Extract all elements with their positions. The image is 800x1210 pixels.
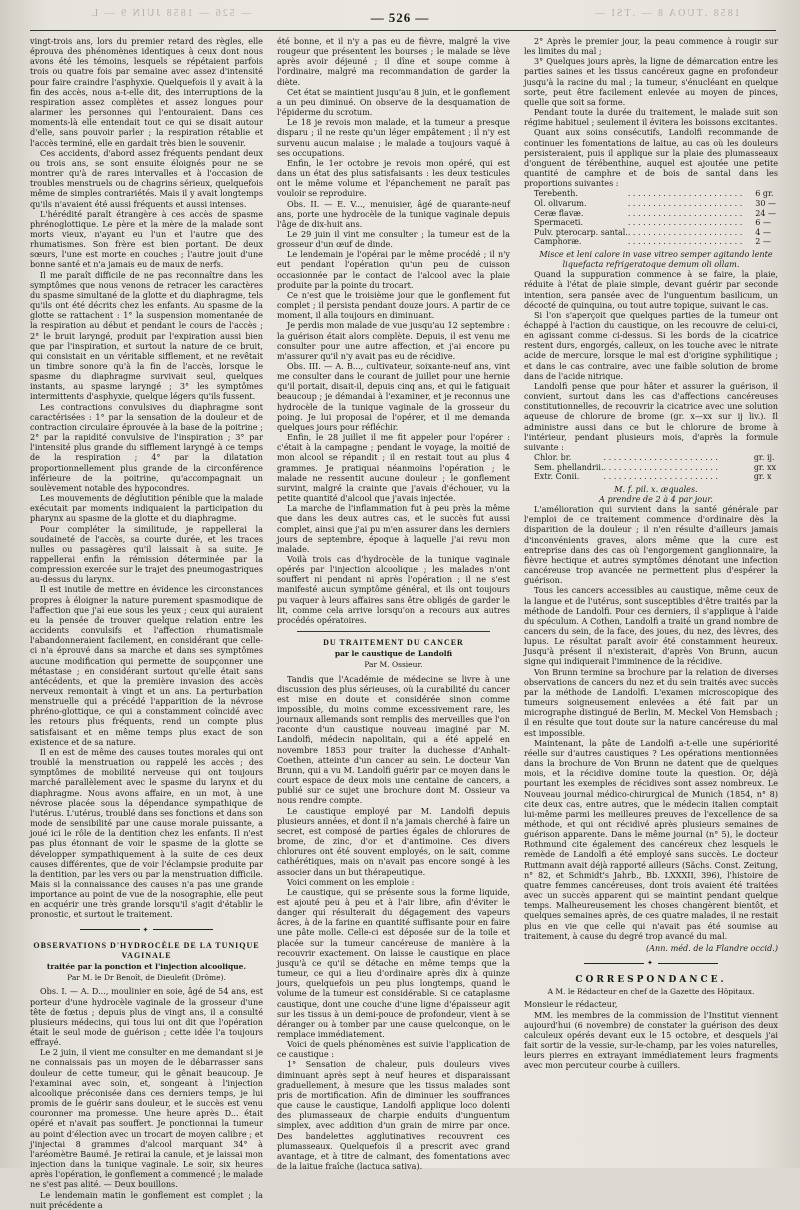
paragraph: Tandis que l'Académie de médecine se livre à une discussion des plus sérieuses, où la curabilité du cancer est mise en doute et considérée sinon comme impossible, du moins comme excessivement rare, les journaux allemands sont remplis des merveilles que l'on raconte d'un caustique nouveau imaginé par M. Landolfi, médecin napolitain, qui a été appelé en novembre 1853 pour traiter la duchesse d'Anhalt-Coethen, atteinte d'un cancer au sein. Le docteur Van Brunn, qui a vu M. Landolfi guérir par ce moyen dans le court espace de deux mois une centaine de cancers, a publié sur ce sujet une brochure dont M. Ossieur va nous rendre compte. — [276, 673, 510, 806]
leader-dots — [628, 209, 752, 219]
recipe-row — [534, 453, 788, 463]
paragraph: Enfin, le 28 juillet il me fit appeler pour l'opérer : c'était à la campagne ; pendant le voyage, la moitié de mon alcool se répandit ; il en restait tout au plus 4 grammes. Je pratiquai néanmoins l'opération ; le malade ne ressentit aucune douleur ; le gonflement survint, malgré la crainte que j'avais d'échouer, vu la petite quantité d'alcool que j'avais injectée. — [276, 432, 510, 504]
paragraph: Les mouvements de déglutition pénible que la malade exécutait par moments indiquaient la participation du pharynx au spasme de la glotte et du diaphragme. — [30, 493, 263, 524]
paragraph: Cet état se maintient jusqu'au 8 juin, et le gonflement a un peu diminué. On observe de la desquamation de l'épiderme du scrotum. — [276, 86, 510, 118]
recipe-row — [534, 237, 788, 247]
section-title: CORRESPONDANCE. — [575, 975, 727, 986]
paragraph: Ce n'est que le troisième jour que le gonflement fut complet ; il persista pendant douze jours. A partir de ce moment, il alla toujours en diminuant. — [276, 289, 510, 321]
leader-dots — [628, 237, 752, 247]
recipe-dose: A prendre de 2 à 4 par jour. — [599, 493, 713, 504]
paragraph: Si l'on s'aperçoit que quelques parties de la tumeur ont échappé à l'action du caustique, on les recouvre de celui-ci, en agissant comme ci-dessus. Si les bords de la cicatrice restent durs, engorgés, calleux, on les touche avec le nitrate acide de mercure, lorsque le mal est d'origine syphilitique ; et dans le cas contraire, avec une faible solution de brome dans de l'acide nitrique. — [523, 309, 778, 381]
recipe-quantity: 6 gr. — [755, 189, 774, 199]
paragraph: été bonne, et il n'y a pas eu de fièvre, malgré la vive rougeur que présentent les bourses ; le malade se lève après avoir déjeuné ; il dîne et soupe comme à l'ordinaire, malgré ma recommandation de garder la diète. — [276, 36, 510, 87]
recipe-table — [534, 189, 788, 247]
paragraph: Obs. III. — A. B..., cultivateur, soixante-neuf ans, vint me consulter dans le courant de juillet pour une hernie qu'il portait, disait-il, depuis cinq ans, et qui le fatiguait beaucoup ; je démandai à l'examiner, et je reconnus une hydrocèle de la tunique vaginale de la grosseur du poing. Je lui proposai de l'opérer, et il me demanda quelques jours pour réfléchir. — [276, 361, 510, 432]
recipe-ingredient: Terebenth. — [533, 189, 578, 199]
paragraph: Pour compléter la similitude, je rappellerai la soudaineté de l'accès, sa courte durée, et les traces nulles ou passagères qu'il laissait à sa suite. Je rappellerai enfin la rémission déterminée par la compression exercée sur le trajet des pneumogastriques au-dessus du larynx. — [30, 523, 263, 585]
paragraph: Le caustique employé par M. Landolfi depuis plusieurs années, et dont il n'a jamais cherché à faire un secret, est composé de parties égales de chlorures de brome, de zinc, d'or et d'antimoine. Ces divers chlorures ont été souvent employés, on le sait, comme cathérétiques, mais on n'avait pas encore songé à les associer dans un but thérapeutique. — [276, 805, 510, 877]
section-ornament: ✦ — [30, 925, 263, 935]
paragraph: Voici de quels phénomènes est suivie l'application de ce caustique : — [276, 1039, 510, 1060]
recipe-ingredient: Sem. phellandrii. — [533, 462, 604, 472]
recipe-quantity: gr. ij. — [753, 453, 775, 463]
paragraph: Landolfi pense que pour hâter et assurer la guérison, il convient, surtout dans les cas d'affections cancéreuses constitutionnelles, de recouvrir la cicatrice avec une solution aqueuse de chlorure de brome (gr. x—xx sur ij liv.). Il administre aussi dans ce but le chlorure de brome à l'intérieur, pendant plusieurs mois, d'après la formule suivante : — [523, 380, 778, 452]
paragraph: Quant aux soins consécutifs, Landolfi recommande de continuer les fomentations de laitue, au cas où les douleurs persisteraient, puis il applique sur la plaie des plumasseaux d'onguent de térébenthine, auquel est ajoutée une petite quantité de camphre et de bois de santal dans les proportions suivantes : — [523, 127, 778, 189]
paragraph: Il me paraît difficile de ne pas reconnaître dans les symptômes que nous venons de retracer les caractères du spasme simultané de la glotte et du diaphragme, tels qu'ils ont été décrits chez les enfants. Au spasme de la glotte se rattachent : 1° la suspension momentanée de la respiration au début et pendant le cours de l'accès ; 2° le bruit laryngé, produit par l'expiration aussi bien que par l'inspiration, et surtout la nature de ce bruit, qui consistait en un véritable sifflement, et ne revêtait un timbre sonore qu'à la fin de l'accès, lorsque le spasme du diaphragme survivait seul, quelques instants, au spasme laryngé ; 3° les symptômes intermittents d'asphyxie, quelque légers qu'ils fussent. — [30, 269, 263, 402]
paragraph: Le caustique, qui se présente sous la forme liquide, est ajouté peu à peu et à l'air libre, afin d'éviter le danger qui résulterait du dégagement des vapeurs âcres, à de la farine en quantité suffisante pour en faire une pâte molle. Celle-ci est déposée sur de la toile et placée sur la tumeur cancéreuse de manière à la recouvrir exactement. On laisse le caustique en place jusqu'à ce qu'il se détache en même temps que la tumeur, ce qui a lieu d'ordinaire après dix à quinze jours, quelquefois un peu plus longtemps, quand le volume de la tumeur est considérable. Si ce cataplasme caustique, dont une couche d'une ligne d'épaisseur agit sur les tissus à un demi-pouce de profondeur, vient à se déranger ou à tomber par une cause quelconque, on le remplace immédiatement. — [276, 886, 510, 1039]
paragraph: Les contractions convulsives du diaphragme sont caractérisées : 1° par la sensation de la douleur et de contraction circulaire éprouvée à la base de la poitrine ; 2° par la rapidité convulsive de l'inspiration ; 3° par l'intensité plus grande du sifflement laryngé à ce temps de la respiration ; 4° par la dilatation proportionnellement plus grande de la circonférence inférieure de la poitrine, qu'accompagnait un soulèvement notable des hypocondres. — [30, 401, 263, 493]
text-columns — [30, 36, 778, 1210]
leader-dots — [628, 218, 752, 228]
paragraph: Il en est de même des causes toutes morales qui ont troublé la menstruation ou rappelé les accès ; des symptômes de mobilité nerveuse qui ont toujours marché parallèlement avec le spasme du larynx et du diaphragme. Nous avons affaire, en un mot, à une névrose placée sous la dépendance sympathique de l'utérus. L'utérus, troublé dans ses fonctions et dans son mode de sensibilité par une cause morale puissante, a joué ici le rôle de la dentition chez les enfants. Il n'est pas plus étonnant de voir le spasme de la glotte se développer sympathiquement à la suite de ces deux causes différentes, que de voir l'éclampsie produite par la dentition, par les vers ou par la menstruation difficile. Mais si la connaissance des causes n'a pas une grande importance au point de vue de la nosographie, elle peut en acquérir une très grande lorsqu'il s'agit d'établir le pronostic, et surtout le traitement. — [30, 746, 263, 920]
recipe-row — [534, 463, 788, 473]
header-rule — [30, 30, 776, 31]
leader-dots — [604, 463, 751, 473]
paragraph: Le lendemain je l'opérai par le même procédé ; il n'y eut pendant l'opération qu'un peu de cuisson occasionnée par le contact de l'alcool avec la plaie produite par la pointe du trocart. — [276, 249, 510, 290]
recipe-quantity: gr. xx — [753, 462, 776, 472]
paragraph: Je perdis mon malade de vue jusqu'au 12 septembre : la guérison était alors complète. Depuis, il est venu me consulter pour une autre affection, et j'ai encore pu m'assurer qu'il n'y avait pas eu de récidive. — [276, 320, 510, 361]
paragraph: Le 2 juin, il vient me consulter en me demandant si je ne connaissais pas un moyen de le débarrasser sans douleur de cette tumeur, qui le gênait beaucoup. Je l'examinai avec soin, et, songeant à l'injection alcoolique préconisée dans ces derniers temps, je lui promis de le guérir sans douleur, et le succès est venu couronner ma promesse. Une heure après D... était opéré et n'avait pas souffert. Je ponctionnai la tumeur au point d'élection avec un trocart de moyen calibre ; et j'injectai 8 grammes d'alcool marquant 34° à l'aréomètre Baumé. Je retirai la canule, et je laissai mon injection dans la tunique vaginale. Le soir, six heures après l'opération, le gonflement a commencé ; le malade ne s'est pas alité. — Deux bouillons. — [30, 1047, 263, 1190]
paragraph: Pendant toute la durée du traitement, le malade suit son régime habituel ; seulement il évitera les boissons excitantes. — [523, 107, 778, 128]
recipe-row — [534, 209, 788, 219]
section-ornament: ✦ — [524, 958, 778, 968]
leader-dots — [604, 453, 751, 463]
salutation: Monsieur le rédacteur, — [523, 999, 618, 1010]
recipe-ingredient: Chlor. br. — [533, 453, 572, 463]
leader-dots — [604, 472, 751, 482]
section-subtitle: traitée par la ponction et l'injection alcoolique. — [46, 962, 247, 972]
recipe-quantity: 2 — — [755, 237, 771, 247]
leader-dots — [628, 199, 752, 209]
recipe-line: M. f. pil. x. æquales. — [614, 483, 698, 494]
recipe-quantity: 30 — — [755, 198, 776, 208]
source-citation: (Ann. méd. de la Flandre occid.) — [646, 942, 778, 953]
bleed-through-text-left: — 526 — 1858 JUIN 9 — L — [90, 8, 252, 19]
column-1 — [30, 36, 263, 1210]
recipe-quantity: 24 — — [755, 208, 776, 218]
section-subtitle: par le caustique de Landolfi — [334, 649, 453, 659]
recipe-ingredient: Ceræ flavæ. — [533, 208, 584, 218]
paragraph: L'amélioration qui survient dans la santé générale par l'emploi de ce traitement commence d'ordinaire dès la disparition de la douleur ; il n'en résulte d'ailleurs jamais d'inconvénients graves, alors même que la cure est entreprise dans des cas où l'engorgement ganglionnaire, la fièvre hectique et autres symptômes dénotant une infection cancéreuse trop avancée ne permettent plus d'espérer la guérison. — [523, 504, 778, 586]
paragraph: 3° Quelques jours après, la ligne de démarcation entre les parties saines et les tissus cancéreux gagne en profondeur jusqu'à la racine du mal ; la tumeur, s'énucléant en quelque sorte, peut être facilement enlevée au moyen de pinces, quelle que soit sa forme. — [523, 56, 778, 107]
paragraph: Le 18 je revois mon malade, et la tumeur a presque disparu ; il ne reste qu'un léger empâtement ; il n'y est survenu aucun malaise ; le malade a toujours vaqué à ses occupations. — [276, 117, 510, 158]
recipe-ingredient: Camphoræ. — [533, 237, 582, 247]
recipe-row — [534, 218, 788, 228]
section-title: DU TRAITEMENT DU CANCER — [323, 638, 464, 648]
column-3 — [524, 36, 778, 1210]
paragraph: Enfin, le 1er octobre je revois mon opéré, qui est dans un état des plus satisfaisants : les deux testicules ont le même volume et l'épanchement ne paraît pas vouloir se reproduire. — [276, 157, 510, 199]
section-title: OBSERVATIONS D'HYDROCÈLE DE LA TUNIQUE VAGINALE — [33, 940, 260, 960]
recipe-row — [534, 189, 788, 199]
paragraph: Maintenant, la pâte de Landolfi a-t-elle une supériorité réelle sur d'autres caustiques ? Les opérations mentionnées dans la brochure de Von Brunn ne datent que de quelques mois, et la récidive domine toute la question. Or, déjà pourtant les exemples de récidives sont assez nombreux. Le Nouveau journal médico-chirurgical de Munich (1854, n° 8) cite deux cas, entre autres, que le médecin italien comptait lui-même parmi les meilleures preuves de l'excellence de sa méthode, et qui ont récidivé après plusieurs semaines de guérison apparente. Dans le même journal (n° 5), le docteur Rothmund cite également des cancéreux chez lesquels le remède de Landolfi a été employé sans succès. Le docteur Ruttmann avait déjà rapporté ailleurs (Sächs. Const. Zeitung, n° 82, et Schmidt's Jahrb., Bb. LXXXII, 396), l'histoire de quatre femmes cancéreuses, dont trois avaient été traitées avec un succès apparent qui se maintint pendant quelque temps. Malheureusement les choses changèrent bientôt, et quelques semaines après, de ces quatre malades, il ne restait plus en vie que celle qui n'avait pas été soumise au traitement, à cause du degré trop avancé du mal. — [523, 737, 778, 941]
bleed-through-text-right: 1858 .TUOA 8 — .TSI — — [593, 8, 740, 19]
recipe-ingredient: Ol. olivarum. — [533, 198, 587, 208]
paragraph: Ces accidents, d'abord assez fréquents pendant deux ou trois ans, se sont ensuite éloignés pour ne se montrer qu'à de rares intervalles et à l'occasion de troubles menstruels ou de chagrins sérieux, quelquefois même de simples contrariétés. Mais il y avait longtemps qu'ils n'avaient été aussi fréquents et aussi intenses. — [30, 147, 263, 209]
recipe-quantity: 4 — — [755, 227, 771, 237]
recipe-row — [534, 228, 788, 238]
paragraph: Le 29 juin il vint me consulter ; la tumeur est de la grosseur d'un œuf de dinde. — [276, 228, 510, 250]
paragraph: vingt-trois ans, lors du premier retard des règles, elle éprouva des phénomènes identiques à ceux dont nous avons été les témoins, lesquels se répétaient parfois trois ou quatre fois par semaine avec assez d'intensité pour faire craindre l'asphyxie. Quelquefois il y avait à la fin des accès, nous a-t-elle dit, des interruptions de la respiration assez complètes et assez longues pour alarmer les personnes qui l'entouraient. Dans ces moments-là elle entendait tout ce qui se disait autour d'elle, sans pouvoir parler ; la respiration rétablie et l'accès terminé, elle en gardait très bien le souvenir. — [30, 36, 263, 148]
paragraph: Quand la suppuration commence à se faire, la plaie, réduite à l'état de plaie simple, devant guérir par seconde intention, sera pansée avec de l'unguentum basilicum, un décocté de quinquina, ou tout autre topique, suivant le cas. — [523, 269, 778, 310]
section-rule — [297, 631, 490, 632]
recipe-row — [534, 199, 788, 209]
section-author: Par M. le Dr Benoît, de Dieulefit (Drôme). — [67, 973, 226, 983]
paragraph: La marche de l'inflammation fut à peu près la même que dans les deux autres cas, et le succès fut aussi complet, ainsi que j'ai pu m'en assurer dans les derniers jours de septembre, époque à laquelle j'ai revu mon malade. — [276, 503, 510, 554]
paragraph: Von Brunn termine sa brochure par la relation de diverses observations de cancers du nez et du sein traités avec succès par la méthode de Landolfi. L'examen microscopique des tumeurs soigneusement enlevées a été fait par un micrographe distingué de Berlin, M. Meckel Von Hemsbach ; il en résulte que tout doute sur la nature cancéreuse du mal est impossible. — [523, 666, 778, 738]
recipe-ingredient: Spermaceti. — [533, 218, 584, 228]
column-2 — [277, 36, 510, 1210]
recipe-instruction: Misce et leni calore in vase vitreo semper agitando lente liquefacta refrigeratoque demum oli ollam. — [539, 248, 773, 270]
paragraph: Voilà trois cas d'hydrocèle de la tunique vaginale opérés par l'injection alcoolique ; les malades n'ont souffert ni pendant ni après l'opération ; il ne s'est manifesté aucun symptôme général, et ils ont toujours pu vaquer à leurs affaires sans être obligés de garder le lit, comme cela arrive lorsqu'on a recours aux autres procédés opératoires. — [276, 553, 510, 625]
paragraph: 2° Après le premier jour, la peau commence à rougir sur les limites du mal ; — [523, 36, 778, 57]
recipe-quantity: 6 — — [755, 218, 771, 228]
leader-dots — [628, 189, 752, 199]
paragraph: Obs. II. — E. V..., menuisier, âgé de quarante-neuf ans, porte une hydrocèle de la tunique vaginale depuis l'âge de dix-huit ans. — [276, 198, 510, 229]
section-author: Par M. Ossieur. — [364, 660, 423, 670]
section-subtitle: A M. le Rédacteur en chef de la Gazette des Hôpitaux. — [547, 987, 755, 997]
recipe-row — [534, 472, 788, 482]
page-number: — 526 — — [367, 10, 434, 26]
paragraph: Obs. I. — A. D..., moulinier en soie, âgé de 54 ans, est porteur d'une hydrocèle vaginale de la grosseur d'une tête de fœtus ; depuis plus de vingt ans, il a consulté plusieurs médecins, qui tous lui ont dit que l'opération était le seul mode de guérison ; cette idée l'a toujours effrayé. — [30, 986, 263, 1048]
paragraph: 1° Sensation de chaleur, puis douleurs vives diminuant après sept à neuf heures et disparaissant graduellement, à mesure que les tissus malades sont pris de mortification. Afin de diminuer les souffrances que cause le caustique, Landolfi applique loco dolenti des plumasseaux de charpie enduits d'unguentum simplex, avec addition d'un grain de mirre par once. Des bandelettes agglutinatives recouvrent ces plumasseaux. Quelquefois il a prescrit avec grand avantage, et à titre de calmant, des fomentations avec de la laitue fraîche (lactuca sativa). — [276, 1059, 510, 1172]
leader-dots — [628, 228, 752, 238]
paragraph: Tous les cancers accessibles au caustique, même ceux de la langue et de l'utérus, sont susceptibles d'être traités par la méthode de Landolfi. Pour ces derniers, il s'applique à l'aide du spéculum. A Cothen, Landolfi a traité un grand nombre de cancers du sein, de la face, des joues, du nez, des lèvres, des lupus. Le résultat paraît avoir été constamment heureux. Jusqu'à présent il n'existerait, d'après Von Brunn, aucun signe qui indiquerait l'imminence de la récidive. — [523, 585, 778, 667]
paragraph: Voici comment on les emploie : — [286, 876, 415, 887]
recipe-ingredient: Extr. Conii. — [533, 472, 580, 482]
paragraph: Il est inutile de mettre en évidence les circonstances propres à éloigner la nature purement spasmodique de l'affection que j'ai eue sous les yeux ; ceux qui auraient eu la pensée de trouver quelque relation entre les accidents convulsifs et l'affection rhumatismale l'abandonneraient facilement, en considérant que celle-ci n'a éprouvé dans sa marche et dans ses symptômes aucune modification qui permette de soupçonner une métastase ; en considérant surtout qu'elle était sans antécédents, et que la première invasion des accès nerveux remontait à vingt et un ans. La perturbation menstruelle qui a précédé l'apparition de la névrose phréno-glottique, ce qui a constamment coïncidé avec les retours plus fréquents, rend un compte plus satisfaisant et en même temps plus exact de son existence et de sa nature. — [30, 584, 263, 747]
paragraph: L'hérédité paraît étrangère à ces accès de spasme phrénoglottique. Le père et la mère de la malade sont morts vieux, n'ayant eu l'un et l'autre que des rhumatismes. Son frère est bien portant. De deux sœurs, l'une est morte en couches ; l'autre jouit d'une bonne santé et n'a jamais eu de maux de nerfs. — [30, 208, 263, 270]
recipe-quantity: gr. x — [753, 472, 772, 482]
paragraph: Le lendemain matin le gonflement est complet ; la nuit précédente a — [30, 1189, 263, 1210]
page-header — [30, 8, 770, 28]
recipe-table — [534, 453, 788, 482]
paragraph: MM. les membres de la commission de l'Institut viennent aujourd'hui (6 novembre) de constater la guérison des deux calculeux opérés devant eux le 15 octobre, et desquels j'ai fait sortir de la vessie, sur-le-champ, par les voies naturelles, leurs pierres en extrayant immédiatement leurs fragments avec mon percuteur courbe à cuillers. — [523, 1009, 778, 1071]
recipe-ingredient: Pulv. pterocarp. santal. — [533, 227, 628, 237]
